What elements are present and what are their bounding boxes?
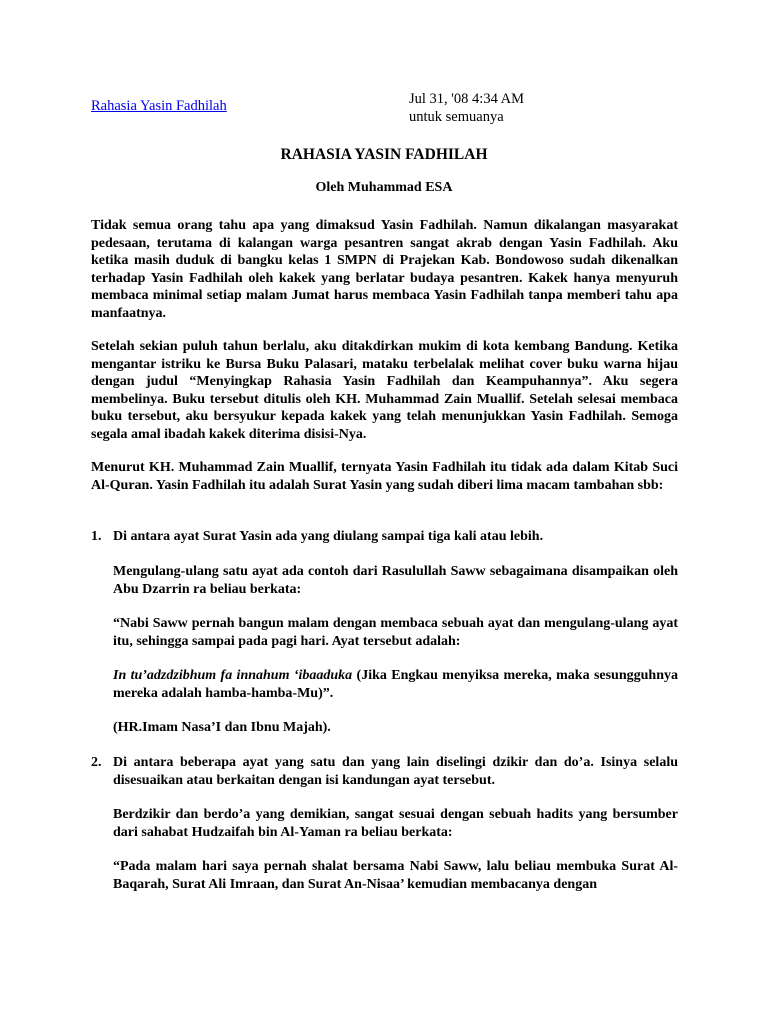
post-audience: untuk semuanya — [409, 109, 504, 125]
list-number: 1. — [91, 529, 102, 544]
post-meta — [409, 90, 524, 126]
list-text: Di antara ayat Surat Yasin ada yang diulang sampai tiga kali atau lebih. — [113, 529, 544, 544]
list-item-1 — [91, 528, 678, 546]
paragraph-2: Setelah sekian puluh tahun berlalu, aku ditakdirkan mukim di kota kembang Bandung. Ketika mengantar istriku ke Bursa Buku Palasari, mataku terbelalak melihat cover buku warna hijau dengan judul “Menyingkap Rahasia Yasin Fadhilah dan Keampuhannya”. Aku segera membelinya. Buku tersebut ditulis oleh KH. Muhammad Zain Muallif. Setelah selesai membaca buku tersebut, aku bersyukur kepada kakek yang telah menunjukkan Yasin Fadhilah. Semoga segala amal ibadah kakek diterima disisi-Nya. — [91, 339, 678, 442]
article-title: RAHASIA YASIN FADHILAH — [280, 146, 488, 163]
verse-translation: (Jika Engkau menyiksa mereka, maka sesungguhnya mereka adalah hamba-hamba-Mu)”. — [113, 668, 678, 701]
item1-paragraph-a: Mengulang-ulang satu ayat ada contoh dari Rasulullah Saww sebagaimana disampaikan oleh Abu Dzarrin ra beliau berkata: — [113, 564, 678, 597]
post-date: Jul 31, '08 4:34 AM — [409, 91, 525, 107]
list-item-2 — [91, 754, 678, 789]
article-link[interactable]: Rahasia Yasin Fadhilah — [91, 98, 227, 114]
item2-paragraph-b: “Pada malam hari saya pernah shalat bersama Nabi Saww, lalu beliau membuka Surat Al-Baqarah, Surat Ali Imraan, dan Surat An-Nisaa’ kemudian membacanya dengan — [113, 859, 678, 892]
list-text: Di antara beberapa ayat yang satu dan yang lain diselingi dzikir dan do’a. Isinya selalu disesuaikan atau berkaitan dengan isi kandungan ayat tersebut. — [113, 755, 678, 788]
list-number: 2. — [91, 755, 102, 770]
item1-paragraph-b: “Nabi Saww pernah bangun malam dengan membaca sebuah ayat dan mengulang-ulang ayat itu, sehingga sampai pada pagi hari. Ayat tersebut adalah: — [113, 616, 678, 649]
paragraph-3: Menurut KH. Muhammad Zain Muallif, ternyata Yasin Fadhilah itu tidak ada dalam Kitab Suci Al-Quran. Yasin Fadhilah itu adalah Surat Yasin yang sudah diberi lima macam tambahan sbb: — [91, 460, 678, 493]
item1-paragraph-c — [113, 667, 678, 702]
paragraph-1: Tidak semua orang tahu apa yang dimaksud Yasin Fadhilah. Namun dikalangan masyarakat pedesaan, terutama di kalangan warga pesantren sangat akrab dengan Yasin Fadhilah. Aku ketika masih duduk di bangku kelas 1 SMPN di Prajekan Kab. Bondowoso sudah dikenalkan terhadap Yasin Fadhilah oleh kakek yang berlatar budaya pesantren. Kakek hanya menyuruh membaca minimal setiap malam Jumat harus membaca Yasin Fadhilah tanpa memberi tahu apa manfaatnya. — [91, 218, 678, 321]
italic-verse: In tu’adzdzibhum fa innahum ‘ibaaduka — [113, 668, 353, 683]
item1-paragraph-d: (HR.Imam Nasa’I dan Ibnu Majah). — [113, 720, 331, 735]
article-author: Oleh Muhammad ESA — [315, 180, 453, 195]
item2-paragraph-a: Berdzikir dan berdo’a yang demikian, sangat sesuai dengan sebuah hadits yang bersumber dari sahabat Hudzaifah bin Al-Yaman ra beliau berkata: — [113, 807, 678, 840]
